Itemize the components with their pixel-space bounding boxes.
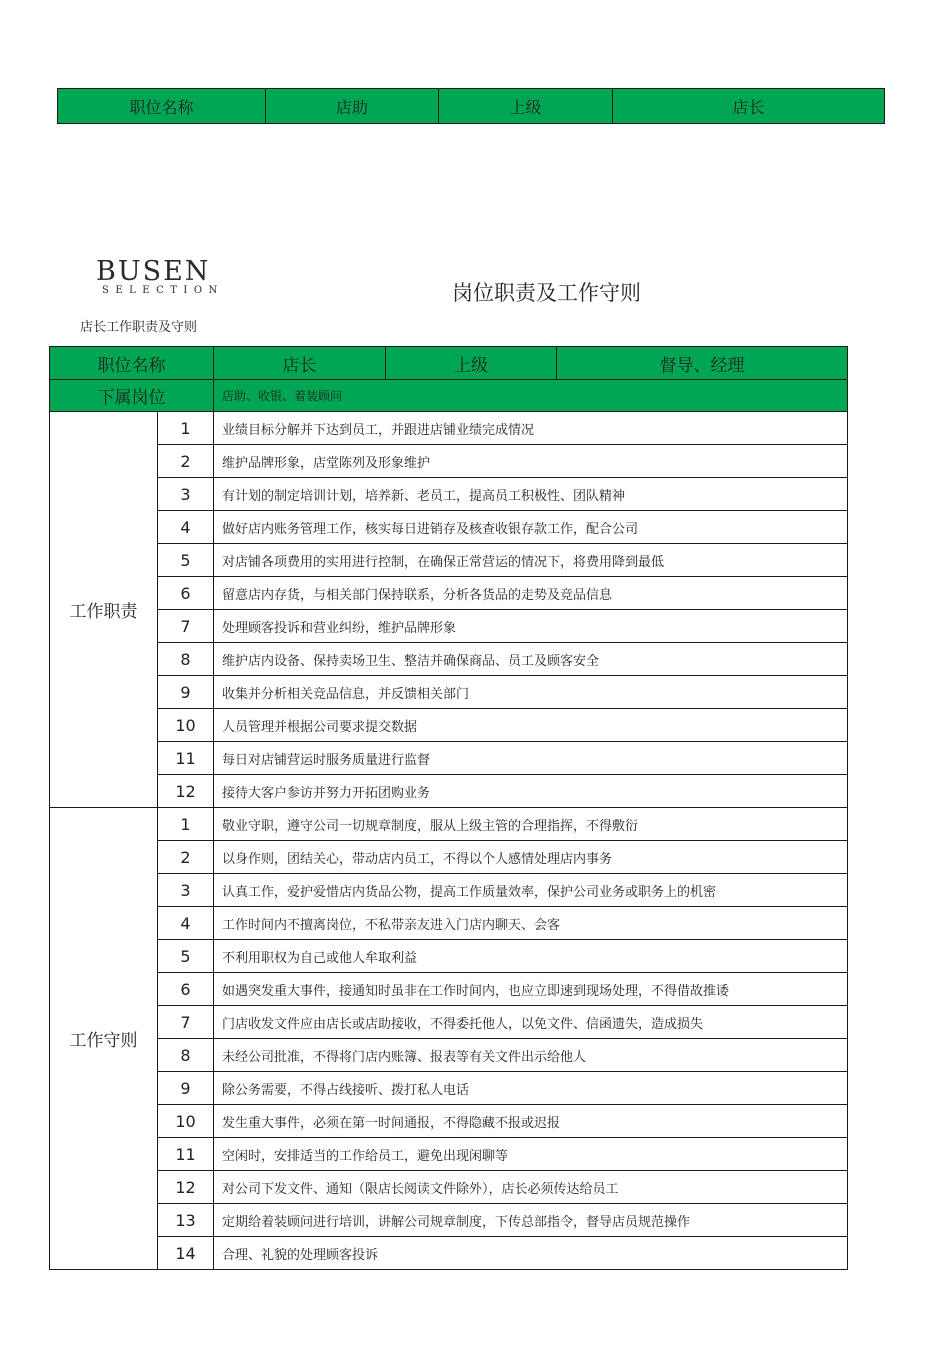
rule-number: 12 (158, 1171, 214, 1204)
rule-text: 合理、礼貌的处理顾客投诉 (214, 1237, 848, 1270)
duty-text: 对店铺各项费用的实用进行控制，在确保正常营运的情况下，将费用降到最低 (214, 544, 848, 577)
rule-number: 9 (158, 1072, 214, 1105)
duty-row (50, 478, 848, 511)
duty-row (50, 643, 848, 676)
rule-text: 敬业守职，遵守公司一切规章制度，服从上级主管的合理指挥，不得敷衍 (214, 808, 848, 841)
rule-row (50, 1072, 848, 1105)
logo-sub-text: SELECTION (102, 285, 224, 296)
rule-row (50, 973, 848, 1006)
duty-number: 6 (158, 577, 214, 610)
rule-number: 13 (158, 1204, 214, 1237)
rule-text: 门店收发文件应由店长或店助接收，不得委托他人，以免文件、信函遗失，造成损失 (214, 1006, 848, 1039)
duty-text: 人员管理并根据公司要求提交数据 (214, 709, 848, 742)
rule-text: 以身作则，团结关心，带动店内员工，不得以个人感情处理店内事务 (214, 841, 848, 874)
rule-text: 不利用职权为自己或他人牟取利益 (214, 940, 848, 973)
rule-number: 6 (158, 973, 214, 1006)
rule-group-label: 工作守则 (50, 808, 158, 1270)
rule-number: 2 (158, 841, 214, 874)
rule-row (50, 808, 848, 841)
duty-number: 2 (158, 445, 214, 478)
top-header-table (57, 88, 885, 124)
duty-row (50, 775, 848, 808)
duty-text: 业绩目标分解并下达到员工，并跟进店铺业绩完成情况 (214, 412, 848, 445)
rule-number: 1 (158, 808, 214, 841)
document-title: 岗位职责及工作守则 (452, 281, 641, 305)
rule-text: 对公司下发文件、通知（限店长阅读文件除外），店长必须传达给员工 (214, 1171, 848, 1204)
header-row (50, 347, 848, 380)
top-position-label: 职位名称 (58, 89, 266, 124)
duty-row (50, 742, 848, 775)
busen-logo (96, 258, 246, 298)
rule-row (50, 1237, 848, 1270)
duty-text: 有计划的制定培训计划，培养新、老员工，提高员工积极性、团队精神 (214, 478, 848, 511)
rule-row (50, 940, 848, 973)
rule-number: 5 (158, 940, 214, 973)
rule-row (50, 1105, 848, 1138)
duty-row (50, 445, 848, 478)
duty-row (50, 544, 848, 577)
duty-number: 3 (158, 478, 214, 511)
rule-row (50, 1138, 848, 1171)
rule-row (50, 1039, 848, 1072)
rule-number: 3 (158, 874, 214, 907)
duty-row (50, 676, 848, 709)
subordinate-label: 下属岗位 (50, 380, 214, 412)
rule-number: 10 (158, 1105, 214, 1138)
duty-number: 7 (158, 610, 214, 643)
duty-group-label: 工作职责 (50, 412, 158, 808)
rule-number: 8 (158, 1039, 214, 1072)
rule-row (50, 841, 848, 874)
duty-number: 1 (158, 412, 214, 445)
duties-table (49, 346, 848, 1270)
top-superior-value: 店长 (613, 89, 885, 124)
duty-text: 处理顾客投诉和营业纠纷，维护品牌形象 (214, 610, 848, 643)
duty-text: 维护店内设备、保持卖场卫生、整洁并确保商品、员工及顾客安全 (214, 643, 848, 676)
duty-row (50, 412, 848, 445)
document-subtitle: 店长工作职责及守则 (80, 320, 198, 335)
logo-main-text: BUSEN (96, 256, 211, 287)
duty-number: 11 (158, 742, 214, 775)
duty-row (50, 577, 848, 610)
duty-row (50, 511, 848, 544)
rule-text: 工作时间内不擅离岗位，不私带亲友进入门店内聊天、会客 (214, 907, 848, 940)
duty-number: 4 (158, 511, 214, 544)
duty-text: 维护品牌形象，店堂陈列及形象维护 (214, 445, 848, 478)
duty-number: 12 (158, 775, 214, 808)
rule-number: 4 (158, 907, 214, 940)
position-label: 职位名称 (50, 347, 214, 380)
rule-number: 7 (158, 1006, 214, 1039)
subordinate-row (50, 380, 848, 412)
duty-row (50, 610, 848, 643)
duty-row (50, 709, 848, 742)
rule-text: 除公务需要，不得占线接听、拨打私人电话 (214, 1072, 848, 1105)
duty-number: 9 (158, 676, 214, 709)
duty-number: 5 (158, 544, 214, 577)
duty-number: 8 (158, 643, 214, 676)
top-position-value: 店助 (266, 89, 439, 124)
rule-row (50, 874, 848, 907)
rule-row (50, 1204, 848, 1237)
rule-row (50, 907, 848, 940)
rule-number: 11 (158, 1138, 214, 1171)
top-superior-label: 上级 (439, 89, 613, 124)
rule-row (50, 1006, 848, 1039)
duty-text: 接待大客户参访并努力开拓团购业务 (214, 775, 848, 808)
superior-label: 上级 (386, 347, 557, 380)
superior-value: 督导、经理 (557, 347, 848, 380)
rule-text: 发生重大事件，必须在第一时间通报，不得隐藏不报或迟报 (214, 1105, 848, 1138)
duty-text: 每日对店铺营运时服务质量进行监督 (214, 742, 848, 775)
rule-text: 未经公司批准，不得将门店内账簿、报表等有关文件出示给他人 (214, 1039, 848, 1072)
duty-text: 收集并分析相关竞品信息，并反馈相关部门 (214, 676, 848, 709)
rule-text: 如遇突发重大事件，接通知时虽非在工作时间内，也应立即速到现场处理，不得借故推诿 (214, 973, 848, 1006)
duty-number: 10 (158, 709, 214, 742)
rule-text: 认真工作，爱护爱惜店内货品公物，提高工作质量效率，保护公司业务或职务上的机密 (214, 874, 848, 907)
duty-text: 留意店内存货，与相关部门保持联系，分析各货品的走势及竞品信息 (214, 577, 848, 610)
rule-row (50, 1171, 848, 1204)
subordinate-value: 店助、收银、着装顾问 (214, 380, 848, 412)
rule-text: 定期给着装顾问进行培训，讲解公司规章制度，下传总部指令，督导店员规范操作 (214, 1204, 848, 1237)
rule-text: 空闲时，安排适当的工作给员工，避免出现闲聊等 (214, 1138, 848, 1171)
rule-number: 14 (158, 1237, 214, 1270)
position-value: 店长 (214, 347, 386, 380)
duty-text: 做好店内账务管理工作，核实每日进销存及核查收银存款工作，配合公司 (214, 511, 848, 544)
